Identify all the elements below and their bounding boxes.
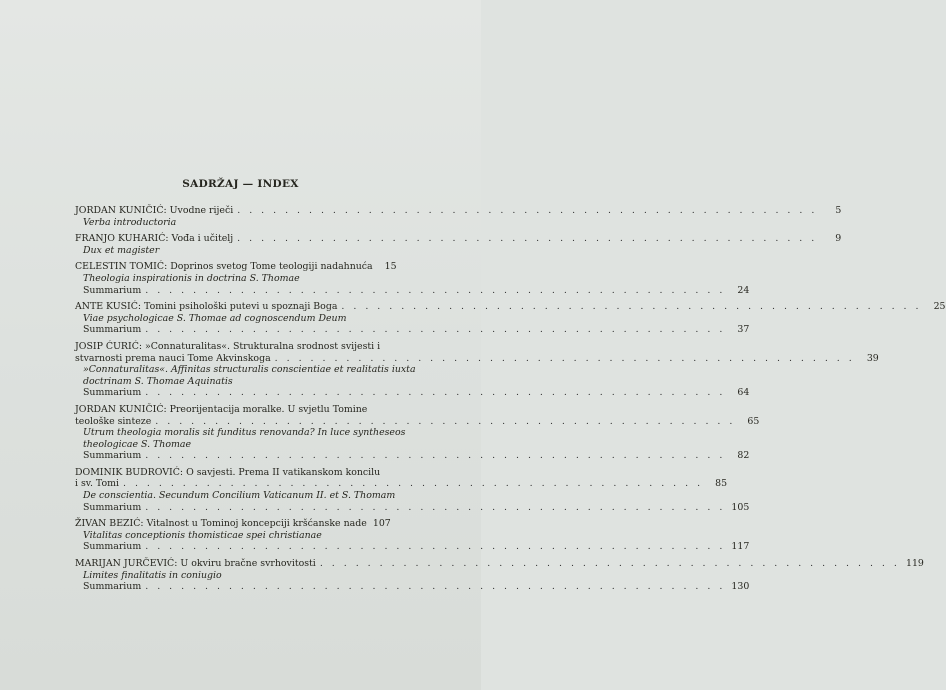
latin-title: Theologia inspirationis in doctrina S. Thomae	[83, 272, 300, 284]
toc-entry	[75, 301, 946, 336]
leader-dots	[337, 301, 921, 313]
latin-title: Vitalitas conceptionis thomisticae spei christianae	[83, 529, 322, 541]
toc-entry-title: MARIJAN JURČEVIĆ: U okviru bračne svrhovitosti	[75, 558, 316, 570]
leader-dots	[141, 324, 725, 336]
toc-entry	[75, 261, 750, 296]
toc-line	[75, 233, 842, 245]
toc-line	[75, 352, 879, 365]
toc-entry	[75, 403, 760, 462]
toc-line	[75, 478, 728, 490]
leader-dots	[141, 387, 725, 399]
summary-label: Summarium	[83, 450, 142, 462]
page-number: 85	[715, 478, 728, 490]
toc-entry-title: JORDAN KUNIČIĆ: Preorijentacija moralke. U svjetlu Tomine	[75, 403, 368, 415]
page-number: 15	[384, 261, 397, 273]
toc-line	[75, 558, 924, 570]
summary-line	[75, 450, 750, 462]
toc-line	[75, 518, 420, 530]
leader-dots	[141, 541, 725, 553]
toc-entry	[75, 205, 842, 228]
toc-line	[75, 205, 842, 217]
toc-line	[75, 301, 946, 313]
toc-entry	[75, 518, 750, 553]
leader-dots	[141, 450, 725, 462]
summary-line	[75, 501, 750, 514]
page-number: 64	[737, 387, 750, 399]
page-number: 107	[372, 518, 391, 530]
leader-dots	[141, 581, 725, 593]
toc-entry-title: ŽIVAN BEZIĆ: Vitalnost u Tominoj koncepciji kršćanske nade	[75, 518, 367, 530]
summary-line	[75, 387, 750, 399]
leader-dots	[141, 285, 725, 297]
page-number: 119	[905, 558, 924, 570]
toc-entry	[75, 233, 842, 256]
leader-dots	[271, 353, 855, 365]
page-number: 37	[737, 324, 750, 336]
toc-line	[75, 415, 760, 428]
summary-label: Summarium	[83, 541, 142, 553]
table-of-contents	[75, 205, 946, 598]
latin-title: Viae psychologicae S. Thomae ad cognoscendum Deum	[83, 312, 347, 324]
toc-entry-title: ANTE KUSIĆ: Tomini psihološki putevi u spoznaji Boga	[75, 301, 338, 313]
toc-entry-title: JORDAN KUNIČIĆ: Uvodne riječi	[75, 205, 234, 216]
toc-entry-title: JOSIP ĆURIĆ: »Connaturalitas«. Strukturalna srodnost svijesti i	[75, 340, 381, 352]
latin-title: Limites finalitatis in coniugio	[83, 569, 222, 581]
toc-entry	[75, 558, 924, 593]
toc-entry-title-cont: i sv. Tomi	[75, 478, 119, 490]
page-title: SADRŽAJ — INDEX	[182, 178, 299, 190]
summary-line	[75, 541, 750, 553]
summary-label: Summarium	[83, 284, 142, 296]
latin-title: Utrum theologia moralis sit funditus renovanda? In luce syntheseos theologicae S. Thomae	[83, 427, 406, 450]
summary-label: Summarium	[83, 387, 142, 399]
leader-dots	[119, 478, 703, 490]
page-number: 25	[933, 301, 946, 313]
page-number: 5	[835, 205, 842, 216]
toc-entry	[75, 466, 750, 513]
page-number: 39	[866, 352, 879, 364]
summary-label: Summarium	[83, 581, 142, 593]
latin-title: Dux et magister	[83, 244, 160, 256]
latin-title: »Connaturalitas«. Affinitas structuralis conscientiae et realitatis iuxta doctrinam S. Thomae Aquinatis	[83, 364, 416, 387]
toc-entry-title: CELESTIN TOMIĆ: Doprinos svetog Tome teologiji nadahnuća	[75, 261, 373, 273]
page-number: 24	[737, 284, 750, 296]
leader-dots	[233, 205, 817, 217]
toc-entry-title: DOMINIK BUDROVIĆ: O savjesti. Prema II vatikanskom koncilu	[75, 466, 381, 478]
page-number: 65	[747, 415, 760, 427]
latin-title: Verba introductoria	[83, 216, 177, 228]
page-number: 105	[731, 501, 750, 513]
leader-dots	[141, 502, 725, 514]
toc-entry-title-cont: teološke sinteze	[75, 415, 152, 427]
summary-label: Summarium	[83, 324, 142, 336]
page-number: 82	[737, 450, 750, 462]
page-number: 130	[731, 581, 750, 593]
page-number: 117	[731, 541, 750, 553]
leader-dots	[151, 416, 735, 428]
toc-entry-title-cont: stvarnosti prema nauci Tome Akvinskoga	[75, 352, 271, 364]
summary-line	[75, 324, 750, 336]
summary-label: Summarium	[83, 501, 142, 513]
toc-entry-title: FRANJO KUHARIĆ: Vođa i učitelj	[75, 233, 234, 245]
toc-line	[75, 261, 420, 273]
toc-entry	[75, 340, 879, 399]
summary-line	[75, 284, 750, 297]
page-number: 9	[835, 233, 842, 245]
latin-title: De conscientia. Secundum Concilium Vaticanum II. et S. Thomam	[83, 490, 396, 502]
leader-dots	[316, 558, 900, 570]
summary-line	[75, 581, 750, 593]
leader-dots	[233, 233, 817, 245]
